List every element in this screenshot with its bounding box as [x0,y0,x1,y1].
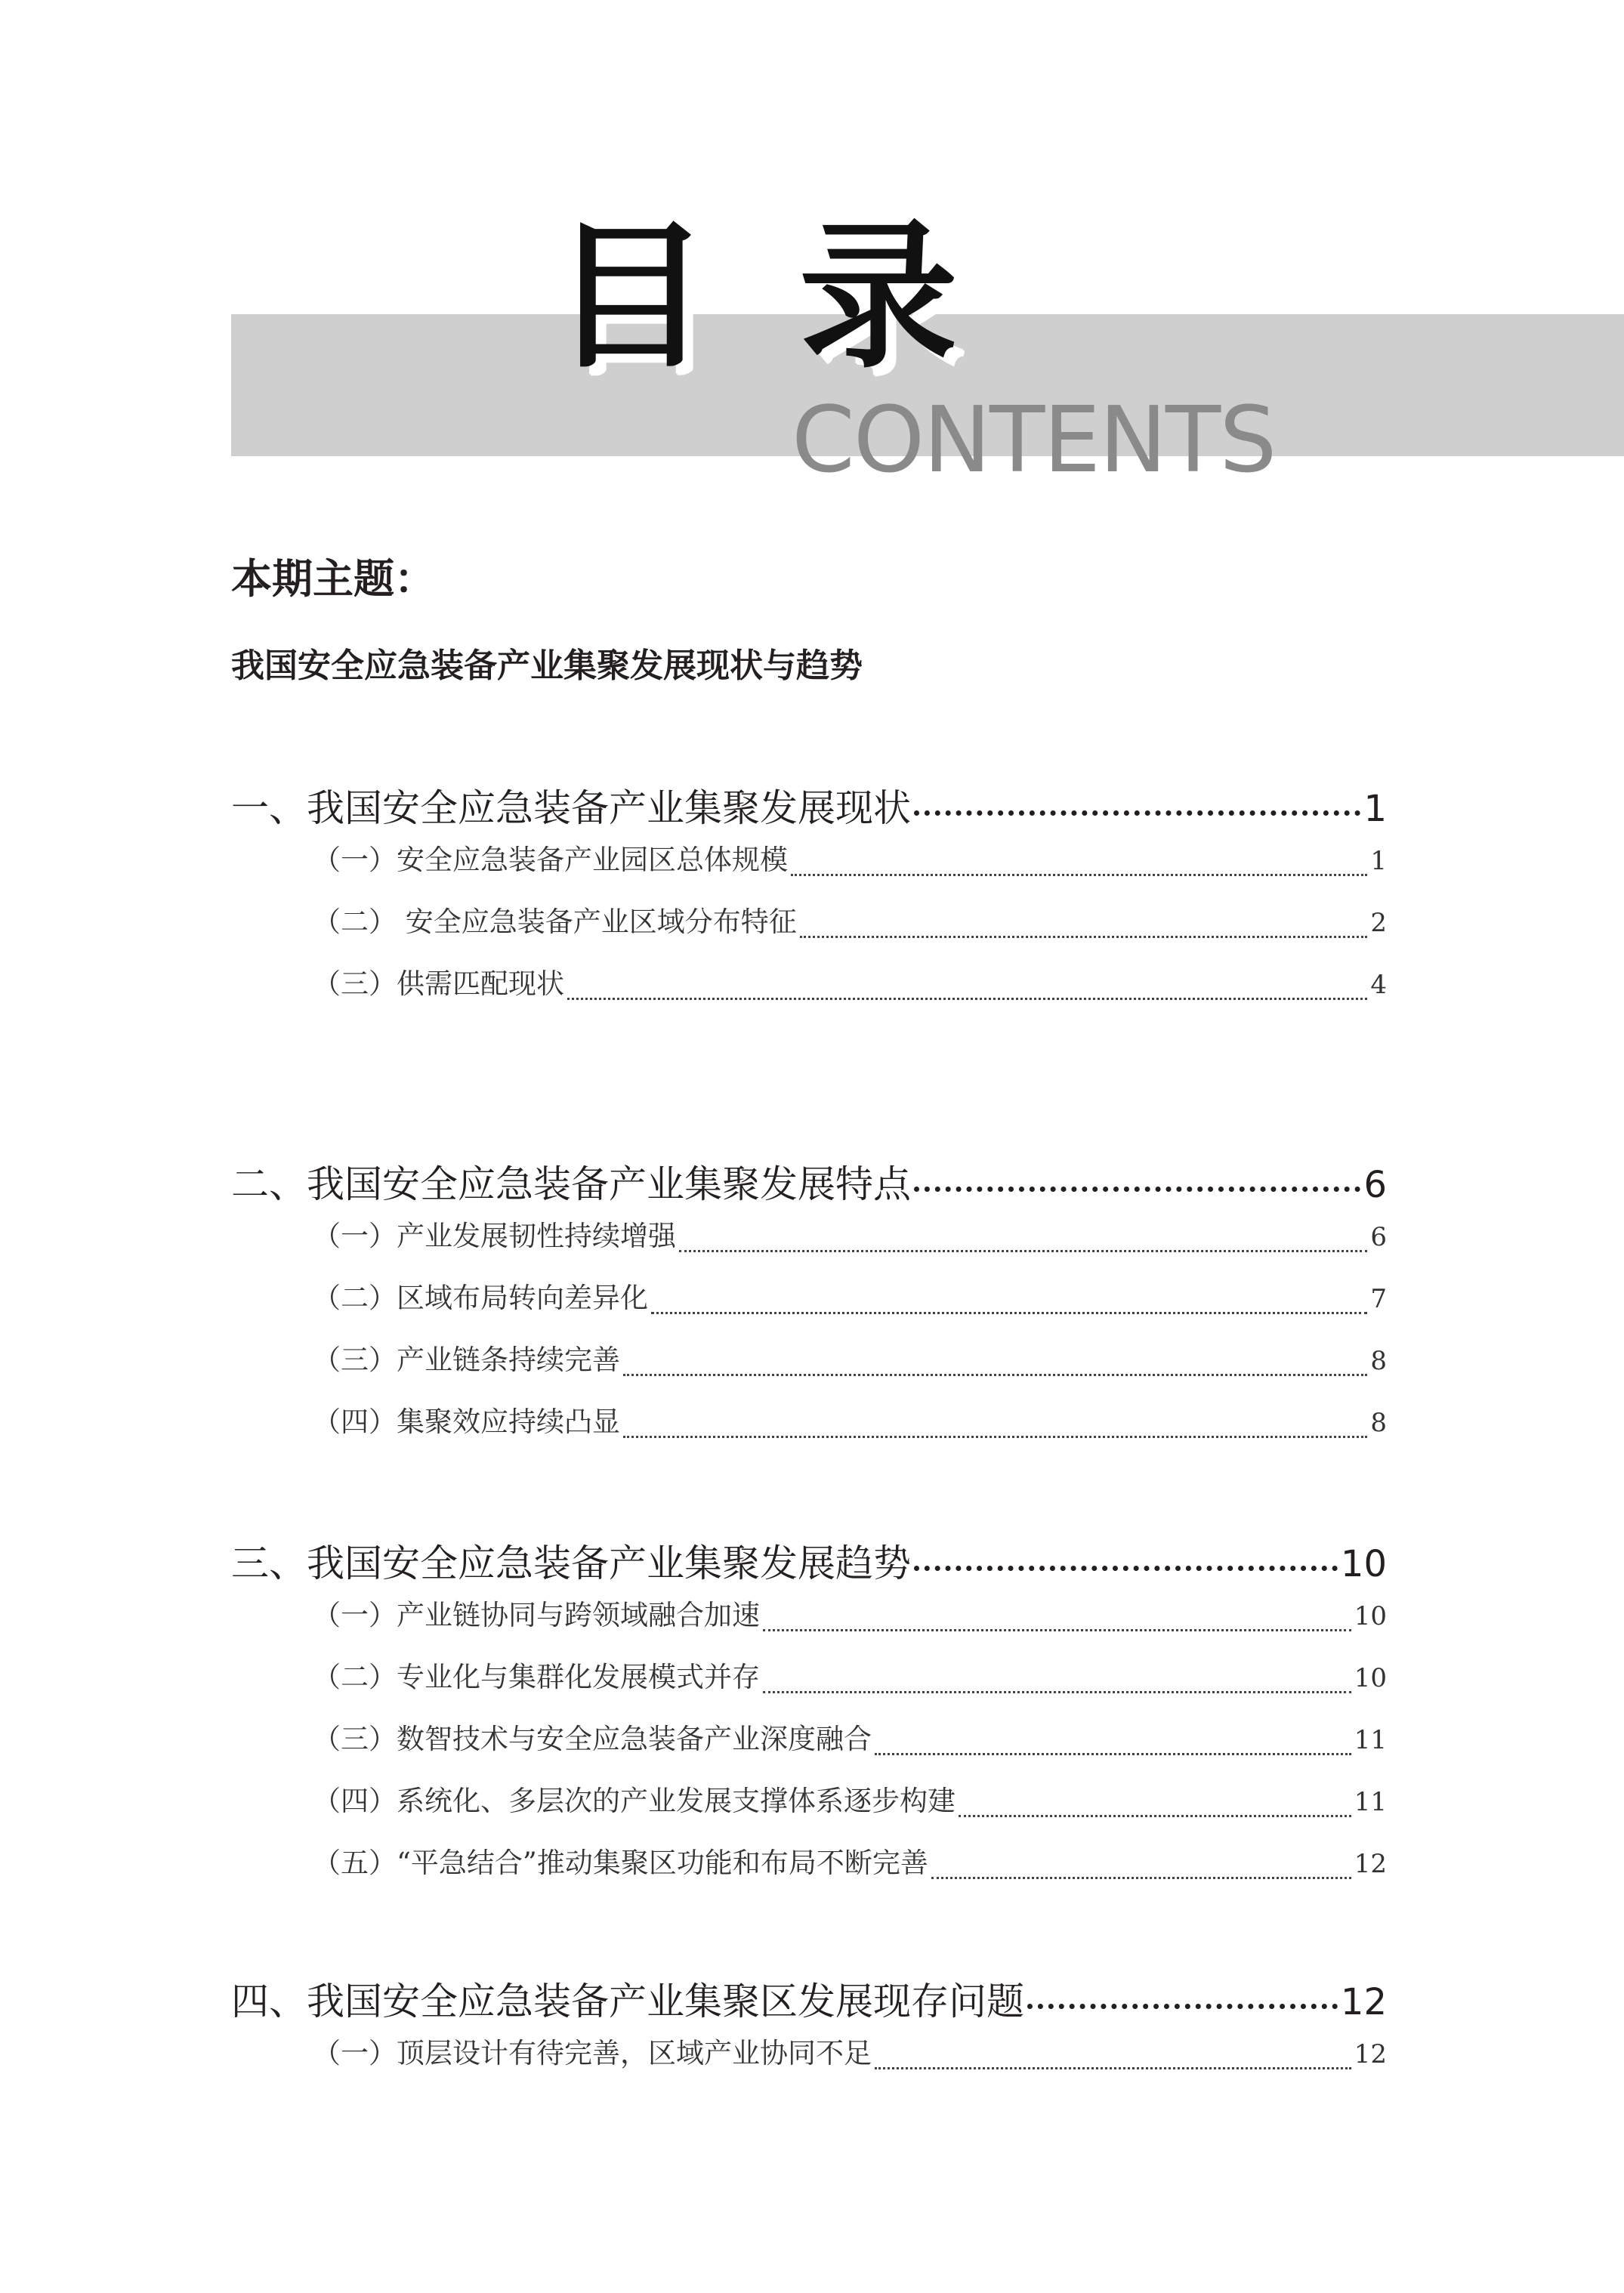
toc-item-title: （三）数智技术与安全应急装备产业深度融合 [313,1723,872,1755]
dot-leader [956,1778,1354,1840]
dot-leader [620,1399,1370,1461]
toc-item-title: （二）专业化与集群化发展模式并存 [313,1661,760,1693]
toc-entry-section[interactable] [231,1971,1387,2026]
toc-entry-item[interactable] [231,1778,1387,1840]
toc-page-number: 12 [1354,2039,1387,2069]
dot-leader [872,2030,1354,2092]
toc-page-number: 2 [1370,908,1387,938]
toc-page-number: 1 [1363,788,1387,830]
theme-label: 本期主题： [231,555,435,603]
dot-leader [620,1337,1370,1399]
toc-page-number: 8 [1370,1346,1387,1376]
toc-entry-item[interactable] [231,1399,1387,1461]
theme-title: 我国安全应急装备产业集聚发展现状与趋势 [231,647,863,685]
dot-leader [928,1840,1354,1902]
toc-item-title: （三）产业链条持续完善 [313,1344,620,1376]
toc-page-number: 6 [1363,1164,1387,1206]
toc-section-title: 四、我国安全应急装备产业集聚区发展现存问题 [231,1980,1024,2023]
toc-item-title: （一）产业链协同与跨领域融合加速 [313,1599,760,1631]
toc-section-2 [231,1154,1387,1461]
toc-section-3 [231,1533,1387,1902]
toc-entry-section[interactable] [231,1154,1387,1208]
toc-entry-item[interactable] [231,899,1387,961]
toc-page-number: 10 [1354,1601,1387,1631]
toc-page-number: 11 [1354,1725,1387,1755]
toc-item-title: （三）供需匹配现状 [313,968,564,1000]
toc-entry-item[interactable] [231,1654,1387,1716]
dot-leader [911,1533,1341,1588]
dot-leader [911,1154,1363,1208]
toc-page-number: 6 [1370,1222,1387,1252]
dot-leader [911,778,1363,832]
toc-page-number: 8 [1370,1408,1387,1438]
toc-section-title: 二、我国安全应急装备产业集聚发展特点 [231,1162,911,1206]
toc-section-1 [231,778,1387,1023]
toc-entry-item[interactable] [231,2030,1387,2092]
toc-entry-item[interactable] [231,1716,1387,1778]
dot-leader [760,1592,1354,1654]
toc-page-number: 10 [1354,1663,1387,1693]
dot-leader [1024,1971,1341,2026]
toc-item-title: （二） 安全应急装备产业区域分布特征 [313,906,797,938]
dot-leader [872,1716,1354,1778]
toc-item-title: （五）“平急结合”推动集聚区功能和布局不断完善 [313,1847,928,1879]
dot-leader [797,899,1371,961]
toc-entry-section[interactable] [231,778,1387,832]
toc-page-number: 10 [1340,1543,1387,1585]
toc-entry-item[interactable] [231,1592,1387,1654]
toc-entry-item[interactable] [231,1213,1387,1275]
toc-entry-item[interactable] [231,1840,1387,1902]
toc-item-title: （一）产业发展韧性持续增强 [313,1220,676,1252]
dot-leader [760,1654,1354,1716]
toc-page-number: 7 [1370,1284,1387,1314]
dot-leader [564,961,1370,1023]
dot-leader [676,1213,1370,1275]
page-title: 目录 [551,203,1048,390]
toc-section-title: 三、我国安全应急装备产业集聚发展趋势 [231,1542,911,1585]
toc-page-number: 4 [1370,970,1387,1000]
toc-page-number: 12 [1354,1849,1387,1879]
page-subtitle-en: CONTENTS [792,388,1276,493]
toc-entry-item[interactable] [231,1275,1387,1337]
toc-entry-item[interactable] [231,961,1387,1023]
toc-item-title: （四）系统化、多层次的产业发展支撑体系逐步构建 [313,1785,956,1817]
toc-item-title: （一）安全应急装备产业园区总体规模 [313,844,788,876]
toc-section-title: 一、我国安全应急装备产业集聚发展现状 [231,786,911,830]
toc-entry-item[interactable] [231,1337,1387,1399]
toc-item-title: （四）集聚效应持续凸显 [313,1406,620,1438]
dot-leader [648,1275,1370,1337]
toc-page-number: 11 [1354,1787,1387,1817]
toc-page-number: 12 [1340,1981,1387,2023]
toc-section-4 [231,1971,1387,2092]
toc-item-title: （一）顶层设计有待完善，区域产业协同不足 [313,2037,872,2069]
toc-entry-item[interactable] [231,837,1387,899]
toc-item-title: （二）区域布局转向差异化 [313,1282,648,1314]
dot-leader [788,837,1370,899]
toc-entry-section[interactable] [231,1533,1387,1588]
toc-page-number: 1 [1370,846,1387,876]
